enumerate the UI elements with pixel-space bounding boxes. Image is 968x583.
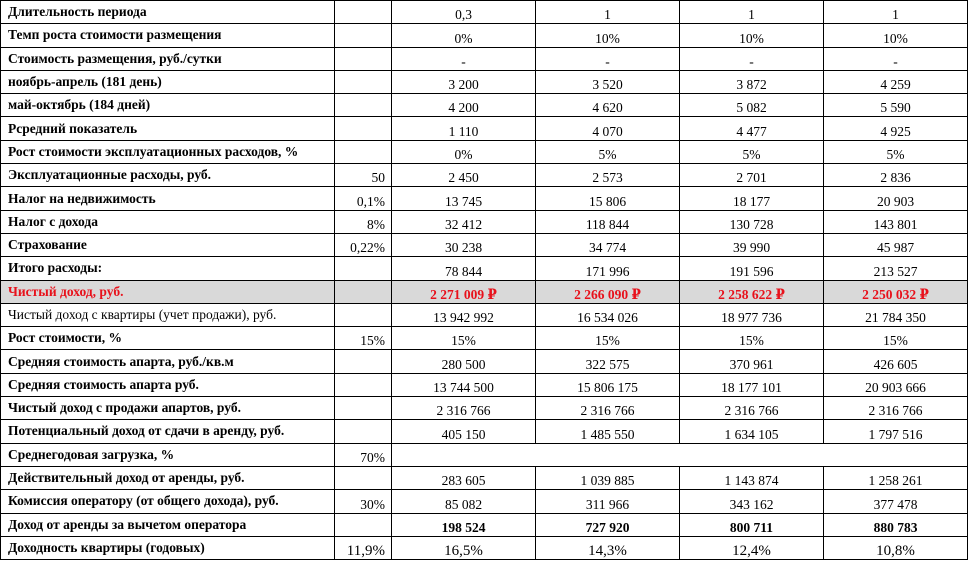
period-1-value: 2 450: [392, 164, 536, 187]
period-4-value: 377 478: [824, 490, 968, 513]
table-row: [1, 350, 968, 373]
row-parameter: 70%: [335, 443, 392, 466]
period-3-value: 1 143 874: [680, 466, 824, 489]
table-row: [1, 1, 968, 24]
row-label: май-октябрь (184 дней): [1, 94, 335, 117]
period-4-value: 2 836: [824, 164, 968, 187]
table-row: [1, 420, 968, 443]
period-4-value: 45 987: [824, 233, 968, 256]
period-2-value: 2 573: [536, 164, 680, 187]
period-3-value: 2 316 766: [680, 397, 824, 420]
period-2-value: 118 844: [536, 210, 680, 233]
period-1-value: 13 942 992: [392, 303, 536, 326]
period-4-value: 5 590: [824, 94, 968, 117]
period-2-value: 34 774: [536, 233, 680, 256]
row-parameter: [335, 47, 392, 70]
period-2-value: 1: [536, 1, 680, 24]
table-row: [1, 466, 968, 489]
period-3-value: 2 258 622 ₽: [680, 280, 824, 303]
table-row: [1, 164, 968, 187]
period-1-value: 13 744 500: [392, 373, 536, 396]
period-4-value: 1 258 261: [824, 466, 968, 489]
row-parameter: [335, 1, 392, 24]
period-2-value: 727 920: [536, 513, 680, 536]
period-2-value: 5%: [536, 140, 680, 163]
row-label: Налог с дохода: [1, 210, 335, 233]
row-label: Стоимость размещения, руб./сутки: [1, 47, 335, 70]
table-row: [1, 24, 968, 47]
period-4-value: 5%: [824, 140, 968, 163]
period-2-value: 322 575: [536, 350, 680, 373]
table-row: [1, 490, 968, 513]
period-4-value: 143 801: [824, 210, 968, 233]
period-4-value: 15%: [824, 327, 968, 350]
period-2-value: 16 534 026: [536, 303, 680, 326]
period-3-value: 15%: [680, 327, 824, 350]
row-label: Чистый доход с квартиры (учет продажи), руб.: [1, 303, 335, 326]
period-2-value: 2 316 766: [536, 397, 680, 420]
row-parameter: [335, 257, 392, 280]
period-3-value: 800 711: [680, 513, 824, 536]
period-2-value: 311 966: [536, 490, 680, 513]
period-4-value: 4 259: [824, 70, 968, 93]
row-parameter: 8%: [335, 210, 392, 233]
row-label: Длительность периода: [1, 1, 335, 24]
period-1-value: 0,3: [392, 1, 536, 24]
period-2-value: -: [536, 47, 680, 70]
row-parameter: [335, 94, 392, 117]
period-1-value: 30 238: [392, 233, 536, 256]
row-parameter: [335, 70, 392, 93]
period-2-value: 14,3%: [536, 536, 680, 559]
table-row: [1, 117, 968, 140]
period-4-value: 10,8%: [824, 536, 968, 559]
row-parameter: [335, 280, 392, 303]
period-1-value: 198 524: [392, 513, 536, 536]
table-row: [1, 327, 968, 350]
period-1-value: 85 082: [392, 490, 536, 513]
period-3-value: 1: [680, 1, 824, 24]
period-2-value: 1 485 550: [536, 420, 680, 443]
table-row: [1, 187, 968, 210]
period-1-value: 280 500: [392, 350, 536, 373]
table-row: [1, 536, 968, 559]
period-3-value: 5%: [680, 140, 824, 163]
table-row: [1, 257, 968, 280]
row-parameter: [335, 397, 392, 420]
period-4-value: 4 925: [824, 117, 968, 140]
table-row: [1, 303, 968, 326]
period-1-value: 283 605: [392, 466, 536, 489]
row-label: Страхование: [1, 233, 335, 256]
row-label: Рсредний показатель: [1, 117, 335, 140]
row-parameter: [335, 117, 392, 140]
period-1-value: 32 412: [392, 210, 536, 233]
period-3-value: 18 177: [680, 187, 824, 210]
table-row: [1, 47, 968, 70]
period-4-value: 2 316 766: [824, 397, 968, 420]
row-parameter: 0,22%: [335, 233, 392, 256]
row-parameter: [335, 140, 392, 163]
row-parameter: [335, 513, 392, 536]
period-3-value: 10%: [680, 24, 824, 47]
row-label: Итого расходы:: [1, 257, 335, 280]
row-label: Доход от аренды за вычетом оператора: [1, 513, 335, 536]
period-1-value: 2 316 766: [392, 397, 536, 420]
period-3-value: 18 977 736: [680, 303, 824, 326]
table-row: [1, 140, 968, 163]
period-4-value: 21 784 350: [824, 303, 968, 326]
period-1-value: 405 150: [392, 420, 536, 443]
period-1-value: 16,5%: [392, 536, 536, 559]
row-parameter: [335, 373, 392, 396]
table-row: [1, 94, 968, 117]
empty-merged-cell: [392, 443, 968, 466]
row-parameter: [335, 303, 392, 326]
period-2-value: 2 266 090 ₽: [536, 280, 680, 303]
period-1-value: 0%: [392, 24, 536, 47]
period-1-value: 4 200: [392, 94, 536, 117]
period-4-value: 426 605: [824, 350, 968, 373]
period-3-value: 3 872: [680, 70, 824, 93]
period-1-value: 1 110: [392, 117, 536, 140]
row-label: Эксплуатационные расходы, руб.: [1, 164, 335, 187]
period-4-value: 20 903 666: [824, 373, 968, 396]
period-3-value: 130 728: [680, 210, 824, 233]
table-row: [1, 513, 968, 536]
period-1-value: 13 745: [392, 187, 536, 210]
period-3-value: 370 961: [680, 350, 824, 373]
period-4-value: 2 250 032 ₽: [824, 280, 968, 303]
table-row: [1, 233, 968, 256]
period-3-value: 4 477: [680, 117, 824, 140]
period-2-value: 15 806 175: [536, 373, 680, 396]
row-label: Средняя стоимость апарта руб.: [1, 373, 335, 396]
table-row: [1, 70, 968, 93]
period-2-value: 15%: [536, 327, 680, 350]
row-label: Потенциальный доход от сдачи в аренду, руб.: [1, 420, 335, 443]
table-row: [1, 280, 968, 303]
row-parameter: 11,9%: [335, 536, 392, 559]
period-1-value: 3 200: [392, 70, 536, 93]
row-parameter: 50: [335, 164, 392, 187]
table-row: [1, 210, 968, 233]
period-2-value: 4 070: [536, 117, 680, 140]
period-4-value: 1: [824, 1, 968, 24]
row-label: Темп роста стоимости размещения: [1, 24, 335, 47]
row-label: Чистый доход с продажи апартов, руб.: [1, 397, 335, 420]
period-2-value: 3 520: [536, 70, 680, 93]
period-3-value: -: [680, 47, 824, 70]
row-label: Рост стоимости, %: [1, 327, 335, 350]
table-row: [1, 443, 968, 466]
period-3-value: 2 701: [680, 164, 824, 187]
period-3-value: 12,4%: [680, 536, 824, 559]
period-3-value: 191 596: [680, 257, 824, 280]
row-label: Средняя стоимость апарта, руб./кв.м: [1, 350, 335, 373]
row-parameter: [335, 466, 392, 489]
row-label: Действительный доход от аренды, руб.: [1, 466, 335, 489]
row-parameter: [335, 420, 392, 443]
period-4-value: 880 783: [824, 513, 968, 536]
row-parameter: [335, 24, 392, 47]
period-3-value: 39 990: [680, 233, 824, 256]
table-row: [1, 373, 968, 396]
period-3-value: 5 082: [680, 94, 824, 117]
period-1-value: 78 844: [392, 257, 536, 280]
period-2-value: 15 806: [536, 187, 680, 210]
period-2-value: 4 620: [536, 94, 680, 117]
period-4-value: 20 903: [824, 187, 968, 210]
row-label: Доходность квартиры (годовых): [1, 536, 335, 559]
period-1-value: -: [392, 47, 536, 70]
period-1-value: 2 271 009 ₽: [392, 280, 536, 303]
row-label: Комиссия оператору (от общего дохода), руб.: [1, 490, 335, 513]
row-parameter: 30%: [335, 490, 392, 513]
period-4-value: 213 527: [824, 257, 968, 280]
period-2-value: 171 996: [536, 257, 680, 280]
row-parameter: [335, 350, 392, 373]
row-parameter: 0,1%: [335, 187, 392, 210]
row-label: Чистый доход, руб.: [1, 280, 335, 303]
period-4-value: 1 797 516: [824, 420, 968, 443]
row-label: ноябрь-апрель (181 день): [1, 70, 335, 93]
period-1-value: 0%: [392, 140, 536, 163]
row-parameter: 15%: [335, 327, 392, 350]
period-4-value: 10%: [824, 24, 968, 47]
period-3-value: 343 162: [680, 490, 824, 513]
row-label: Налог на недвижимость: [1, 187, 335, 210]
period-3-value: 18 177 101: [680, 373, 824, 396]
period-1-value: 15%: [392, 327, 536, 350]
period-3-value: 1 634 105: [680, 420, 824, 443]
period-2-value: 10%: [536, 24, 680, 47]
row-label: Рост стоимости эксплуатационных расходов, %: [1, 140, 335, 163]
row-label: Среднегодовая загрузка, %: [1, 443, 335, 466]
period-2-value: 1 039 885: [536, 466, 680, 489]
table-row: [1, 397, 968, 420]
period-4-value: -: [824, 47, 968, 70]
